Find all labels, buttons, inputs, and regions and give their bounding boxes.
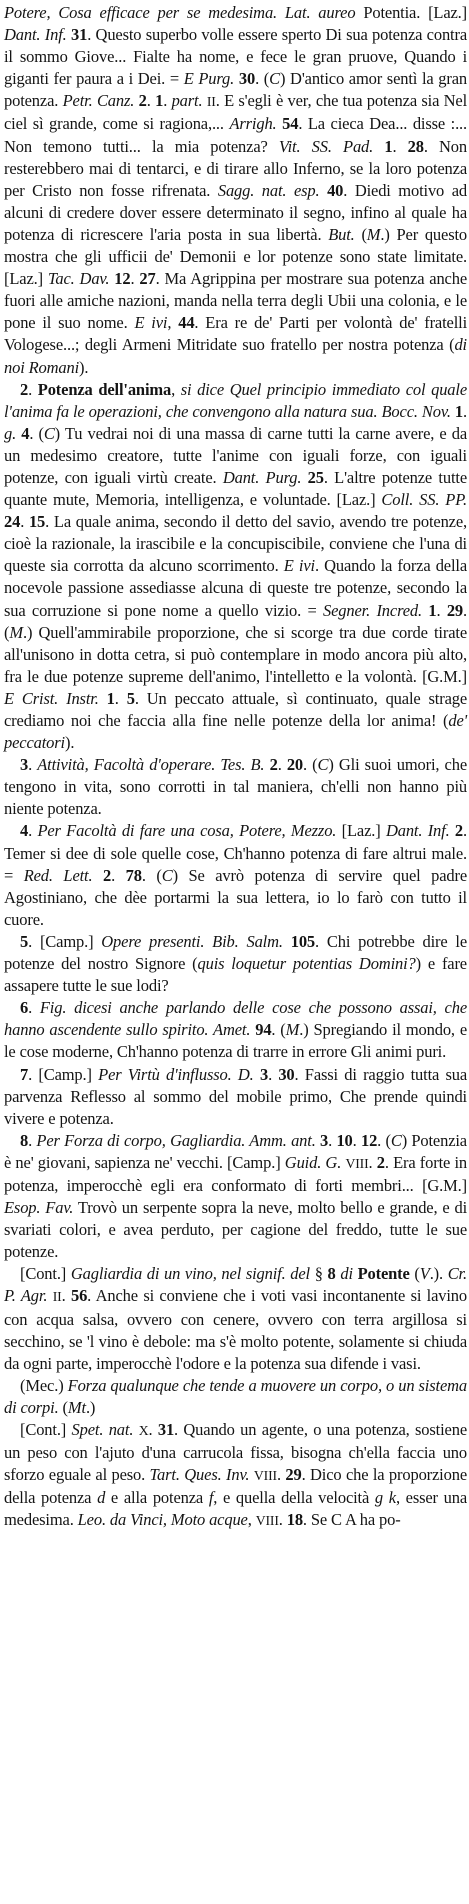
paragraph-mec: (Mec.) Forza qualunque che tende a muovere un corpo, o un sistema di corpi. (Mt.) — [4, 1375, 467, 1417]
dictionary-entry-potenza — [4, 2, 467, 1532]
paragraph-cont-spet: [Cont.] Spet. nat. X. 31. Quando un agente, o una potenza, sostiene un peso con l'ajuto d'una carrucola fissa, bisogna ch'ella faccia uno sforzo eguale al peso. Tart. Ques. Inv. VIII. 29. Dico che la proporzione della potenza d e alla potenza f, e quella della velocità g k, esser una medesima. Leo. da Vinci, Moto acque, VIII. 18. Se C A ha po- — [4, 1420, 468, 1530]
paragraph-sense-4: 4. Per Facoltà di fare una cosa, Potere, Mezzo. [Laz.] Dant. Inf. 2. Temer si dee di sole quelle cose, Ch'hanno potenza di fare altrui male. = Red. Lett. 2. 78. (C) Se avrò potenza di servire quel padre Agostiniano, che dèe portarmi la sua lettera, io lo farò con tutto il cuore. — [4, 821, 468, 929]
paragraph-cont-vino: [Cont.] Gagliardia di un vino, nel signif. del § 8 di Potente (V.). Cr. P. Agr. II. 56. Anche si conviene che i voti vasi incontanente si lavino con acqua salsa, ovvero con cenere, ovvero con terra argillosa si secchino, se 'l vino è debole: ma s'è molto potente, solamente si chiuda da ogni parte, imperocchè l'odore e la potenza sua difende i vasi. — [4, 1264, 468, 1373]
paragraph-sense-5: 5. [Camp.] Opere presenti. Bib. Salm. 105. Chi potrebbe dire le potenze del nostro Signore (quis loquetur potentias Domini?) e fare assapere tutte le sue lodi? — [4, 931, 468, 996]
paragraph-sense-3: 3. Attività, Facoltà d'operare. Tes. B. 2. 20. (C) Gli suoi umori, che tengono in vita, sono corrotti in tal maniera, ch'elli non hanno più niente potenza. — [4, 755, 467, 819]
paragraph-sense-2: 2. Potenza dell'anima, si dice Quel principio immediato col quale l'anima fa le operazioni, che convengono alla natura sua. Bocc. Nov. 1. g. 4. (C) Tu vedrai noi di una massa di carne tutti la carne avere, e da un medesimo creatore, tutte l'anime con iguali forze, con iguali potenze, con iguali virtù create. Dant. Purg. 25. L'altre potenze tutte quante mute, Memoria, intelligenza, e voluntade. [Laz.] Coll. SS. PP. 24. 15. La quale anima, secondo il detto del savio, avendo tre potenze, cioè la razionale, la irascibile e la concupiscibile, conviene che l'una di queste sia corrotta da alcuno scorrimento. E ivi. Quando la forza della nocevole passione assediasse alcuna di queste tre potenze, secondo la sua corruzione si pone nome a quello vizio. = Segner. Incred. 1. 29. (M.) Quell'ammirabile proporzione, che si scorge tra due corde tirate all'unisono in dotta cetra, si può contemplare in modo ancora più alto, fra le due potenze supreme dell'animo, l'intelletto e la volontà. [G.M.] E Crist. Instr. 1. 5. Un peccato attuale, sì continuato, quale strage crediamo noi che faccia alla fine nelle potenze della lor anima! (de' peccatori). — [4, 379, 468, 753]
paragraph-sense-6: 6. Fig. dicesi anche parlando delle cose che possono assai, che hanno ascendente sullo spirito. Amet. 94. (M.) Spregiando il mondo, e le cose moderne, Ch'hanno potenza di trarre in errore Gli animi puri. — [4, 998, 468, 1062]
paragraph-potere-cont: Potere, Cosa efficace per se medesima. Lat. aureo Potentia. [Laz.] Dant. Inf. 31. Questo superbo volle essere sperto Di sua potenza contra il sommo Giove... Fialte ha nome, e fece le gran pruove, Quando i giganti fer paura a i Dei. = E Purg. 30. (C) D'antico amor sentì la gran potenza. Petr. Canz. 2. 1. part. II. E s'egli è ver, che tua potenza sia Nel ciel sì grande, come si ragiona,... Arrigh. 54. La cieca Dea... disse :... Non temono tutti... la mia potenza? Vit. SS. Pad. 1. 28. Non resterebbero mai di tentarci, e di tirare allo Inferno, se la loro potenza per Cristo non fosse rifrenata. Sagg. nat. esp. 40. Diedi motivo ad alcuni di credere dover essere determinato il segno, infino al quale ha potenza di ricrescere l'aria posta in sua libertà. But. (M.) Per questo mostra che gli ufficii de' Demonii e lor potenze sono state limitate. [Laz.] Tac. Dav. 12. 27. Ma Agrippina per mostrare sua potenza anche fuori alle amiche nazioni, manda nella terra degli Ubii una colonia, e le pone il suo nome. E ivi, 44. Era re de' Parti per volontà de' fratelli Vologese...; degli Armeni Mitridate suo fratello per nostra potenza (di noi Romani). — [4, 3, 468, 377]
paragraph-sense-7: 7. [Camp.] Per Virtù d'influsso. D. 3. 30. Fassi di raggio tutta sua parvenza Reflesso al sommo del mobile primo, Che prende quindi vivere e potenza. — [4, 1064, 468, 1128]
paragraph-sense-8: 8. Per Forza di corpo, Gagliardia. Amm. ant. 3. 10. 12. (C) Potenzia è ne' giovani, sapienza ne' vecchi. [Camp.] Guid. G. VIII. 2. Era forte in potenza, imperocchè egli era conformato di forti membri... [G.M.] Esop. Fav. Trovò un serpente sopra la neve, molto bello e grande, e di svariati colori, e avea perduto, per cagione del freddo, tutte le sue potenze. — [4, 1130, 468, 1262]
